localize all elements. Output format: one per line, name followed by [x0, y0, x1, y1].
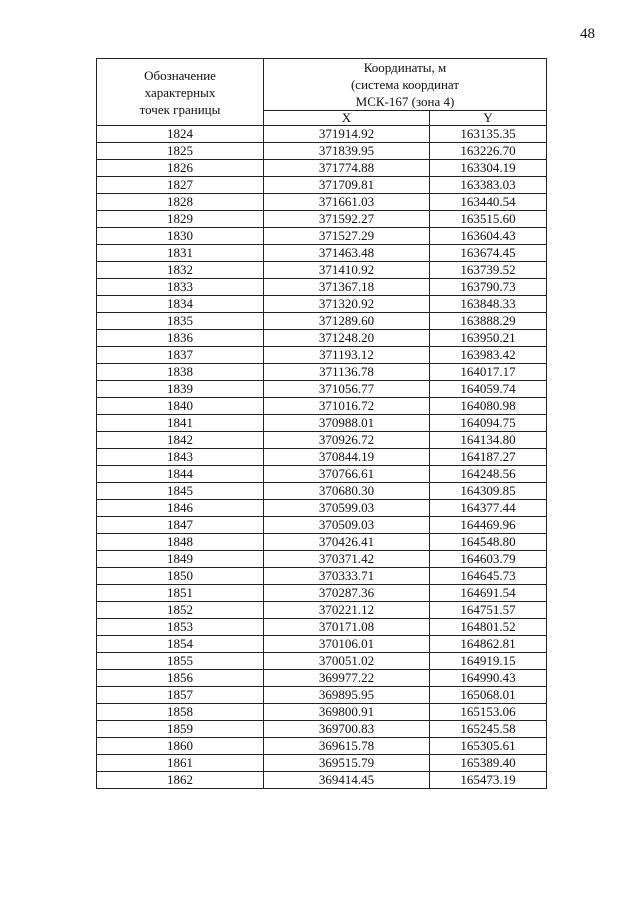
- x-coordinate-cell: 371056.77: [264, 381, 430, 398]
- table-row: [97, 738, 547, 755]
- table-body: [97, 126, 547, 789]
- y-coordinate-cell: 165389.40: [430, 755, 547, 772]
- table-row: [97, 636, 547, 653]
- table-row: [97, 262, 547, 279]
- table-row: [97, 568, 547, 585]
- point-cell: 1828: [97, 194, 264, 211]
- y-coordinate-cell: 163304.19: [430, 160, 547, 177]
- point-cell: 1860: [97, 738, 264, 755]
- point-cell: 1826: [97, 160, 264, 177]
- point-cell: 1847: [97, 517, 264, 534]
- x-coordinate-cell: 370844.19: [264, 449, 430, 466]
- table-row: [97, 432, 547, 449]
- y-coordinate-cell: 165245.58: [430, 721, 547, 738]
- y-coordinate-cell: 164080.98: [430, 398, 547, 415]
- y-coordinate-cell: 164094.75: [430, 415, 547, 432]
- point-cell: 1862: [97, 772, 264, 789]
- y-coordinate-cell: 164059.74: [430, 381, 547, 398]
- x-coordinate-cell: 371463.48: [264, 245, 430, 262]
- point-cell: 1852: [97, 602, 264, 619]
- table-row: [97, 313, 547, 330]
- y-coordinate-cell: 164134.80: [430, 432, 547, 449]
- x-coordinate-cell: 371774.88: [264, 160, 430, 177]
- point-cell: 1840: [97, 398, 264, 415]
- point-cell: 1841: [97, 415, 264, 432]
- x-coordinate-cell: 370106.01: [264, 636, 430, 653]
- table-row: [97, 721, 547, 738]
- table-row: [97, 551, 547, 568]
- table-row: [97, 449, 547, 466]
- table-row: [97, 160, 547, 177]
- y-coordinate-cell: 165153.06: [430, 704, 547, 721]
- x-coordinate-cell: 369615.78: [264, 738, 430, 755]
- x-coordinate-cell: 370509.03: [264, 517, 430, 534]
- x-coordinate-cell: 370988.01: [264, 415, 430, 432]
- coords-header-line: (система координат: [350, 77, 460, 92]
- x-coordinate-cell: 371839.95: [264, 143, 430, 160]
- point-cell: 1829: [97, 211, 264, 228]
- x-coordinate-cell: 370680.30: [264, 483, 430, 500]
- x-coordinate-cell: 369977.22: [264, 670, 430, 687]
- table-row: [97, 347, 547, 364]
- point-cell: 1849: [97, 551, 264, 568]
- x-coordinate-cell: 371136.78: [264, 364, 430, 381]
- x-coordinate-cell: 371016.72: [264, 398, 430, 415]
- table-row: [97, 177, 547, 194]
- point-cell: 1824: [97, 126, 264, 143]
- y-coordinate-cell: 163674.45: [430, 245, 547, 262]
- table-row: [97, 772, 547, 789]
- x-coordinate-cell: 370599.03: [264, 500, 430, 517]
- y-coordinate-cell: 164469.96: [430, 517, 547, 534]
- y-coordinate-cell: 163440.54: [430, 194, 547, 211]
- table-row: [97, 500, 547, 517]
- page-number: 48: [580, 26, 595, 42]
- x-coordinate-cell: 370426.41: [264, 534, 430, 551]
- point-cell: 1853: [97, 619, 264, 636]
- table-row: [97, 194, 547, 211]
- table-row: [97, 279, 547, 296]
- y-coordinate-cell: 164187.27: [430, 449, 547, 466]
- y-coordinate-cell: 163226.70: [430, 143, 547, 160]
- table-row: [97, 585, 547, 602]
- x-coordinate-cell: 371592.27: [264, 211, 430, 228]
- point-cell: 1857: [97, 687, 264, 704]
- point-header-line: Обозначение: [144, 67, 216, 83]
- x-coordinate-cell: 371410.92: [264, 262, 430, 279]
- table-row: [97, 143, 547, 160]
- point-cell: 1825: [97, 143, 264, 160]
- point-cell: 1859: [97, 721, 264, 738]
- y-coordinate-cell: 163604.43: [430, 228, 547, 245]
- y-coordinate-cell: 163383.03: [430, 177, 547, 194]
- point-cell: 1837: [97, 347, 264, 364]
- y-coordinate-cell: 164801.52: [430, 619, 547, 636]
- point-cell: 1835: [97, 313, 264, 330]
- y-coordinate-cell: 163950.21: [430, 330, 547, 347]
- point-designation-header: [97, 59, 264, 126]
- table-row: [97, 126, 547, 143]
- table-row: [97, 602, 547, 619]
- x-column-header: X: [264, 111, 430, 126]
- x-coordinate-cell: 369414.45: [264, 772, 430, 789]
- y-coordinate-cell: 164309.85: [430, 483, 547, 500]
- table-row: [97, 330, 547, 347]
- y-column-header: Y: [430, 111, 547, 126]
- point-cell: 1838: [97, 364, 264, 381]
- y-coordinate-cell: 164691.54: [430, 585, 547, 602]
- point-cell: 1832: [97, 262, 264, 279]
- x-coordinate-cell: 371289.60: [264, 313, 430, 330]
- y-coordinate-cell: 164548.80: [430, 534, 547, 551]
- x-coordinate-cell: 371709.81: [264, 177, 430, 194]
- point-cell: 1851: [97, 585, 264, 602]
- point-cell: 1834: [97, 296, 264, 313]
- point-cell: 1844: [97, 466, 264, 483]
- table-row: [97, 228, 547, 245]
- table-row: [97, 687, 547, 704]
- table-row: [97, 466, 547, 483]
- table-row: [97, 296, 547, 313]
- x-coordinate-cell: 369895.95: [264, 687, 430, 704]
- x-coordinate-cell: 370287.36: [264, 585, 430, 602]
- x-coordinate-cell: 370221.12: [264, 602, 430, 619]
- y-coordinate-cell: 164645.73: [430, 568, 547, 585]
- x-coordinate-cell: 371527.29: [264, 228, 430, 245]
- x-coordinate-cell: 371661.03: [264, 194, 430, 211]
- point-cell: 1861: [97, 755, 264, 772]
- table-row: [97, 364, 547, 381]
- table-row: [97, 483, 547, 500]
- y-coordinate-cell: 164990.43: [430, 670, 547, 687]
- coordinates-table: [96, 58, 547, 789]
- y-coordinate-cell: 164751.57: [430, 602, 547, 619]
- table-row: [97, 398, 547, 415]
- y-coordinate-cell: 164248.56: [430, 466, 547, 483]
- table-row: [97, 534, 547, 551]
- point-cell: 1845: [97, 483, 264, 500]
- point-header-line: точек границы: [139, 101, 221, 117]
- coordinates-system-header: [264, 59, 547, 111]
- point-cell: 1830: [97, 228, 264, 245]
- x-coordinate-cell: 369515.79: [264, 755, 430, 772]
- table-row: [97, 211, 547, 228]
- y-coordinate-cell: 164017.17: [430, 364, 547, 381]
- y-coordinate-cell: 165068.01: [430, 687, 547, 704]
- y-coordinate-cell: 163888.29: [430, 313, 547, 330]
- coords-header-line: МСК-167 (зона 4): [355, 94, 455, 109]
- point-cell: 1843: [97, 449, 264, 466]
- point-cell: 1856: [97, 670, 264, 687]
- x-coordinate-cell: 371248.20: [264, 330, 430, 347]
- table-row: [97, 517, 547, 534]
- table-row: [97, 245, 547, 262]
- point-cell: 1858: [97, 704, 264, 721]
- y-coordinate-cell: 164919.15: [430, 653, 547, 670]
- x-coordinate-cell: 371914.92: [264, 126, 430, 143]
- y-coordinate-cell: 164862.81: [430, 636, 547, 653]
- table-row: [97, 670, 547, 687]
- y-coordinate-cell: 163848.33: [430, 296, 547, 313]
- y-coordinate-cell: 164603.79: [430, 551, 547, 568]
- point-cell: 1827: [97, 177, 264, 194]
- x-coordinate-cell: 370926.72: [264, 432, 430, 449]
- x-coordinate-cell: 370766.61: [264, 466, 430, 483]
- point-cell: 1842: [97, 432, 264, 449]
- point-cell: 1846: [97, 500, 264, 517]
- table-row: [97, 381, 547, 398]
- table-row: [97, 653, 547, 670]
- coords-header-line: Координаты, м: [363, 60, 447, 75]
- y-coordinate-cell: 165305.61: [430, 738, 547, 755]
- table-row: [97, 619, 547, 636]
- y-coordinate-cell: 163135.35: [430, 126, 547, 143]
- x-coordinate-cell: 370371.42: [264, 551, 430, 568]
- y-coordinate-cell: 165473.19: [430, 772, 547, 789]
- x-coordinate-cell: 371193.12: [264, 347, 430, 364]
- x-coordinate-cell: 370171.08: [264, 619, 430, 636]
- x-coordinate-cell: 370051.02: [264, 653, 430, 670]
- table-row: [97, 704, 547, 721]
- point-cell: 1831: [97, 245, 264, 262]
- y-coordinate-cell: 163983.42: [430, 347, 547, 364]
- table-header: [97, 59, 547, 126]
- point-cell: 1854: [97, 636, 264, 653]
- point-cell: 1850: [97, 568, 264, 585]
- y-coordinate-cell: 163515.60: [430, 211, 547, 228]
- table-row: [97, 755, 547, 772]
- y-coordinate-cell: 164377.44: [430, 500, 547, 517]
- point-cell: 1848: [97, 534, 264, 551]
- y-coordinate-cell: 163739.52: [430, 262, 547, 279]
- y-coordinate-cell: 163790.73: [430, 279, 547, 296]
- point-cell: 1855: [97, 653, 264, 670]
- x-coordinate-cell: 371320.92: [264, 296, 430, 313]
- x-coordinate-cell: 369800.91: [264, 704, 430, 721]
- table-row: [97, 415, 547, 432]
- x-coordinate-cell: 371367.18: [264, 279, 430, 296]
- point-cell: 1836: [97, 330, 264, 347]
- point-cell: 1833: [97, 279, 264, 296]
- x-coordinate-cell: 370333.71: [264, 568, 430, 585]
- x-coordinate-cell: 369700.83: [264, 721, 430, 738]
- point-cell: 1839: [97, 381, 264, 398]
- point-header-line: характерных: [144, 84, 216, 100]
